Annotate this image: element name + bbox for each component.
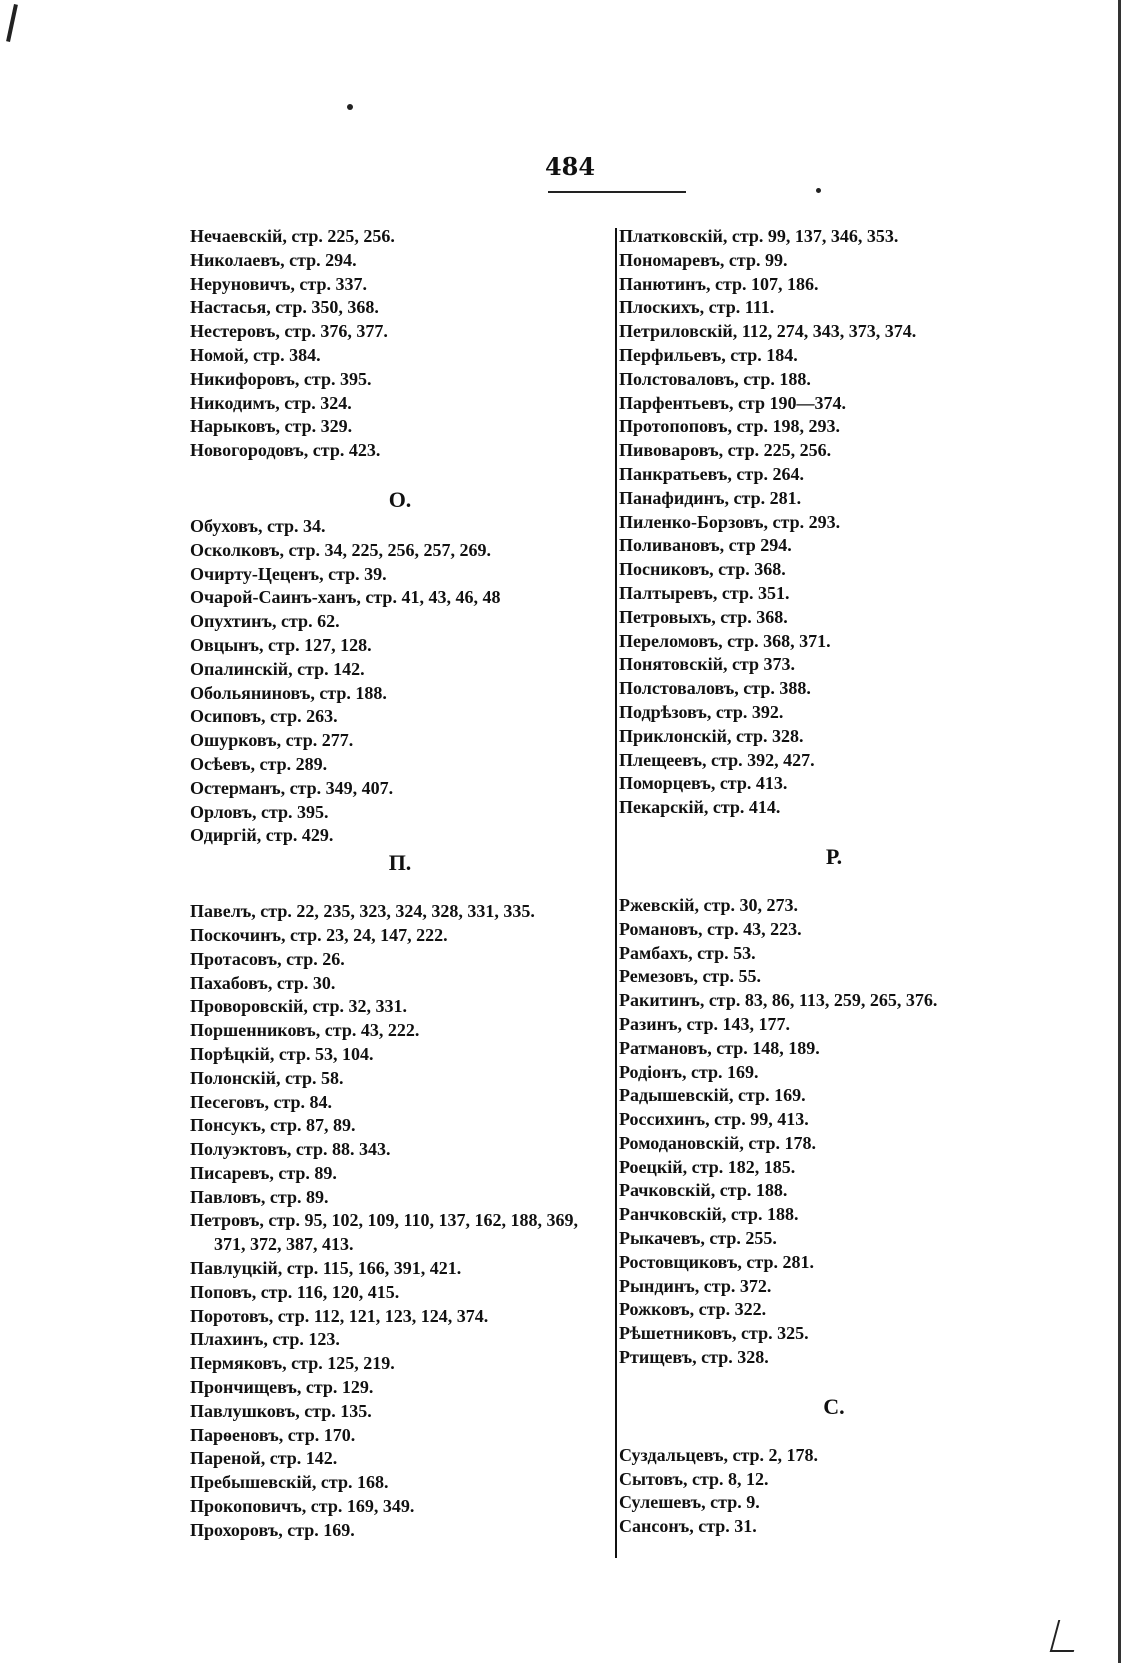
index-entry: Сытовъ, стр. 8, 12. [619,1468,769,1489]
index-entry: Поморцевъ, стр. 413. [619,773,788,794]
index-entry: Переломовъ, стр. 368, 371. [619,630,831,651]
index-entry: Новогородовъ, стр. 423. [190,440,381,461]
index-entry: Полуэктовъ, стр. 88. 343. [190,1139,391,1160]
index-entry: Суздальцевъ, стр. 2, 178. [619,1444,819,1465]
index-entry: Романовъ, стр. 43, 223. [619,918,802,939]
scan-speck [816,188,821,193]
index-entry: Платковскій, стр. 99, 137, 346, 353. [619,226,899,246]
scan-mark-top-left [6,4,18,42]
index-entry: Обуховъ, стр. 34. [190,515,326,536]
index-entry: Петриловскій, 112, 274, 343, 373, 374. [619,321,917,342]
index-entry: Полстоваловъ, стр. 188. [619,368,811,389]
index-entry: Рындинъ, стр. 372. [619,1275,772,1296]
index-entry: Ромодановскій, стр. 178. [619,1132,816,1153]
index-entry: Очарой-Саинъ-ханъ, стр. 41, 43, 46, 48 [190,587,501,608]
index-entry: Писаревъ, стр. 89. [190,1162,337,1183]
index-entry: Нечаевскій, стр. 225, 256. [190,226,395,246]
index-entry: Одиргій, стр. 429. [190,825,334,846]
index-entry: Панафидинъ, стр. 281. [619,487,802,508]
scan-speck [347,104,353,110]
index-entry: Пареной, стр. 142. [190,1448,338,1469]
index-entry: Россихинъ, стр. 99, 413. [619,1109,809,1130]
index-entry: Парфентьевъ, стр 190—374. [619,392,847,413]
index-entry: Рыкачевъ, стр. 255. [619,1228,777,1249]
index-entry: Николаевъ, стр. 294. [190,249,357,270]
index-entry: Неруновичъ, стр. 337. [190,273,367,294]
index-entry: Опалинскій, стр. 142. [190,658,365,679]
index-entry: Павелъ, стр. 22, 235, 323, 324, 328, 331, 335. [190,901,535,922]
index-entry: Рѣшетниковъ, стр. 325. [619,1323,809,1344]
section-gap [619,1422,1049,1444]
index-entry: Ртищевъ, стр. 328. [619,1347,769,1368]
index-entry: Поливановъ, стр 294. [619,535,792,556]
index-entry: Прокоповичъ, стр. 169, 349. [190,1496,415,1517]
index-entry: Павловъ, стр. 89. [190,1186,329,1207]
index-entry: Поскочинъ, стр. 23, 24, 147, 222. [190,924,448,945]
index-entry: Протасовъ, стр. 26. [190,948,345,969]
index-entry: Панютинъ, стр. 107, 186. [619,273,819,294]
index-entry: Опухтинъ, стр. 62. [190,611,340,632]
section-gap [190,463,610,485]
index-entry: Рамбахъ, стр. 53. [619,942,756,963]
index-entry: Плахинъ, стр. 123. [190,1329,340,1350]
index-entry: Ракитинъ, стр. 83, 86, 113, 259, 265, 376. [619,990,938,1011]
index-entry: Пахабовъ, стр. 30. [190,972,336,993]
index-entry: Перфильевъ, стр. 184. [619,344,798,365]
index-entry: Осѣевъ, стр. 289. [190,753,328,774]
index-entry: Песеговъ, стр. 84. [190,1091,333,1112]
index-entry: Подрѣзовъ, стр. 392. [619,701,784,722]
index-entry: Никодимъ, стр. 324. [190,392,352,413]
index-entry: Порѣцкій, стр. 53, 104. [190,1043,374,1064]
column-divider [615,228,617,1558]
index-entry: Осиповъ, стр. 263. [190,706,338,727]
index-entry: Плещеевъ, стр. 392, 427. [619,749,815,770]
index-entry: Прончищевъ, стр. 129. [190,1377,374,1398]
index-entry: Палтыревъ, стр. 351. [619,582,790,603]
index-entry: Пекарскій, стр. 414. [619,797,781,818]
index-entry: Ошурковъ, стр. 277. [190,730,354,751]
page-edge [1118,0,1121,1663]
index-entry: Павлуцкій, стр. 115, 166, 391, 421. [190,1258,462,1279]
index-entry: Приклонскій, стр. 328. [619,725,804,746]
index-entry: Очирту-Цеценъ, стр. 39. [190,563,387,584]
index-entry: Понятовскій, стр 373. [619,654,796,675]
index-entry: Остерманъ, стр. 349, 407. [190,777,394,798]
index-entry: Пономаревъ, стр. 99. [619,249,788,270]
index-entry: Протопоповъ, стр. 198, 293. [619,416,841,437]
index-entry: Проворовскій, стр. 32, 331. [190,996,407,1017]
index-entry: Обольяниновъ, стр. 188. [190,682,387,703]
index-entry: Сансонъ, стр. 31. [619,1516,757,1537]
index-entry: Пивоваровъ, стр. 225, 256. [619,440,832,461]
section-gap [619,872,1049,894]
index-entry: Разинъ, стр. 143, 177. [619,1013,791,1034]
index-entry: Номой, стр. 384. [190,344,321,365]
index-entry: Ржевскій, стр. 30, 273. [619,894,799,915]
index-entry: Прохоровъ, стр. 169. [190,1519,355,1540]
index-entry: Нарыковъ, стр. 329. [190,416,353,437]
index-entry: Рачковскій, стр. 188. [619,1180,788,1201]
index-column-left [190,225,610,1543]
index-entry: Панкратьевъ, стр. 264. [619,463,804,484]
section-gap [619,820,1049,842]
section-letter: П. [388,850,412,876]
index-entry: Нестеровъ, стр. 376, 377. [190,321,388,342]
index-entry: Рожковъ, стр. 322. [619,1299,767,1320]
section-letter: С. [823,1393,845,1419]
index-entry: Плоскихъ, стр. 111. [619,297,775,318]
section-gap [190,878,610,900]
index-entry: Настасья, стр. 350, 368. [190,297,379,318]
index-entry: Петровъ, стр. 95, 102, 109, 110, 137, 162, 188, 369, 371, 372, 387, 413. [190,1210,578,1255]
index-entry: Овцынъ, стр. 127, 128. [190,634,372,655]
scan-mark-bottom-right [1050,1620,1083,1652]
index-entry: Поротовъ, стр. 112, 121, 123, 124, 374. [190,1305,489,1326]
index-entry: Пермяковъ, стр. 125, 219. [190,1353,395,1374]
index-entry: Поповъ, стр. 116, 120, 415. [190,1281,400,1302]
page-number: 484 [544,152,596,181]
index-entry: Павлушковъ, стр. 135. [190,1400,372,1421]
index-entry: Ростовщиковъ, стр. 281. [619,1251,814,1272]
index-entry: Пребышевскій, стр. 168. [190,1472,389,1493]
index-entry: Пиленко-Борзовъ, стр. 293. [619,511,841,532]
index-entry: Полонскій, стр. 58. [190,1067,344,1088]
header-rule [548,191,686,193]
index-entry: Парѳеновъ, стр. 170. [190,1424,356,1445]
index-entry: Никифоровъ, стр. 395. [190,368,372,389]
index-entry: Осколковъ, стр. 34, 225, 256, 257, 269. [190,539,491,560]
index-entry: Петровыхъ, стр. 368. [619,606,788,627]
index-entry: Посниковъ, стр. 368. [619,559,786,580]
index-entry: Роецкій, стр. 182, 185. [619,1156,796,1177]
index-entry: Ранчковскій, стр. 188. [619,1204,799,1225]
section-letter: О. [388,486,412,512]
section-letter: Р. [825,843,843,869]
index-entry: Ремезовъ, стр. 55. [619,966,762,987]
index-entry: Радышевскій, стр. 169. [619,1085,806,1106]
index-entry: Понсукъ, стр. 87, 89. [190,1115,356,1136]
index-entry: Родіонъ, стр. 169. [619,1061,759,1082]
index-entry: Ратмановъ, стр. 148, 189. [619,1037,820,1058]
index-entry: Поршенниковъ, стр. 43, 222. [190,1020,420,1041]
index-entry: Полстоваловъ, стр. 388. [619,678,811,699]
section-gap [619,1370,1049,1392]
index-column-right [619,225,1049,1539]
index-entry: Орловъ, стр. 395. [190,801,329,822]
index-entry: Сулешевъ, стр. 9. [619,1492,760,1513]
